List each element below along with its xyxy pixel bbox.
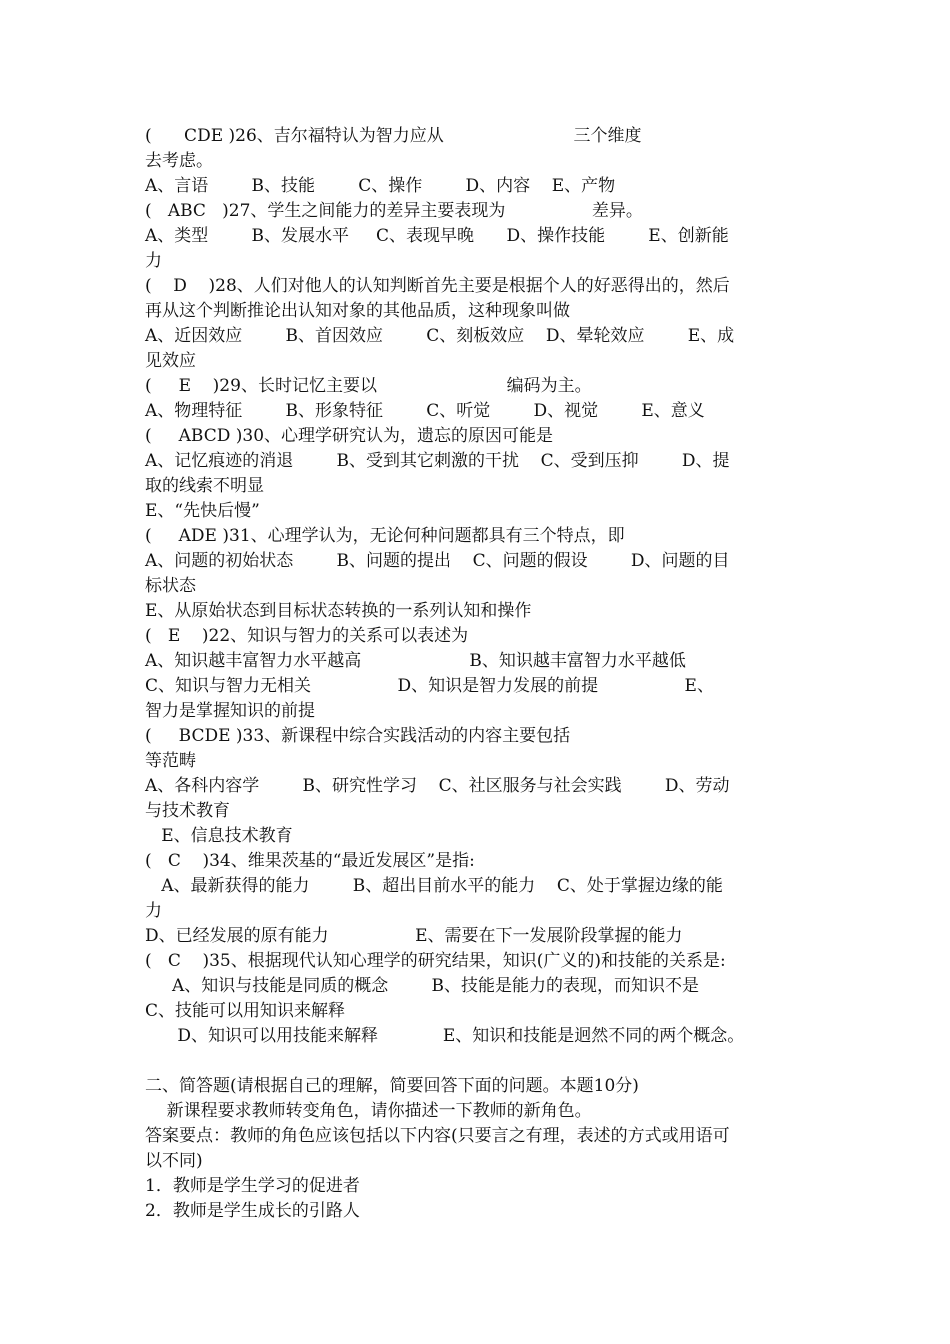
text-line: C、知识与智力无相关 D、知识是智力发展的前提 E、: [145, 676, 714, 696]
text-line: 智力是掌握知识的前提: [145, 701, 315, 721]
text-line: D、已经发展的原有能力 E、需要在下一发展阶段掌握的能力: [145, 926, 683, 946]
text-line: ( E )22、知识与智力的关系可以表述为: [145, 626, 469, 646]
text-line: 答案要点：教师的角色应该包括以下内容(只要言之有理，表述的方式或用语可: [145, 1126, 730, 1146]
text-line: A、记忆痕迹的消退 B、受到其它刺激的干扰 C、受到压抑 D、提: [145, 451, 730, 471]
text-line: 以不同): [145, 1151, 203, 1171]
text-line: E、信息技术教育: [145, 826, 293, 846]
text-line: ( D )28、人们对他人的认知判断首先主要是根据个人的好恶得出的，然后: [145, 276, 730, 296]
text-line: 2．教师是学生成长的引路人: [145, 1201, 360, 1221]
text-line: E、“先快后慢”: [145, 501, 260, 521]
text-line: A、各科内容学 B、研究性学习 C、社区服务与社会实践 D、劳动: [145, 776, 730, 796]
text-line: C、技能可以用知识来解释: [145, 1001, 346, 1021]
text-line: 再从这个判断推论出认知对象的其他品质，这种现象叫做: [145, 301, 570, 321]
text-line: A、知识越丰富智力水平越高 B、知识越丰富智力水平越低: [145, 651, 686, 671]
text-line: 新课程要求教师转变角色，请你描述一下教师的新角色。: [145, 1101, 592, 1121]
text-line: E、从原始状态到目标状态转换的一系列认知和操作: [145, 601, 532, 621]
text-line: ( ABCD )30、心理学研究认为，遗忘的原因可能是: [145, 426, 554, 446]
text-line: ( BCDE )33、新课程中综合实践活动的内容主要包括: [145, 726, 571, 746]
text-line: A、近因效应 B、首因效应 C、刻板效应 D、晕轮效应 E、成: [145, 326, 735, 346]
text-line: 见效应: [145, 351, 196, 371]
text-line: A、言语 B、技能 C、操作 D、内容 E、产物: [145, 176, 616, 196]
text-line: 力: [145, 901, 162, 921]
text-line: A、物理特征 B、形象特征 C、听觉 D、视觉 E、意义: [145, 401, 705, 421]
text-line: ( ABC )27、学生之间能力的差异主要表现为 差异。: [145, 201, 643, 221]
text-line: A、类型 B、发展水平 C、表现早晚 D、操作技能 E、创新能: [145, 226, 729, 246]
text-line: 1．教师是学生学习的促进者: [145, 1176, 360, 1196]
text-line: A、知识与技能是同质的概念 B、技能是能力的表现，而知识不是: [145, 976, 700, 996]
text-line: 取的线索不明显: [145, 476, 264, 496]
text-line: 去考虑。: [145, 151, 213, 171]
text-line: 与技术教育: [145, 801, 230, 821]
text-line: ( C )35、根据现代认知心理学的研究结果，知识(广义的)和技能的关系是:: [145, 951, 726, 971]
text-line: A、问题的初始状态 B、问题的提出 C、问题的假设 D、问题的目: [145, 551, 730, 571]
text-line: ( E )29、长时记忆主要以 编码为主。: [145, 376, 592, 396]
section-heading: 二、简答题(请根据自己的理解，简要回答下面的问题。本题10分): [145, 1076, 639, 1096]
text-line: A、最新获得的能力 B、超出目前水平的能力 C、处于掌握边缘的能: [145, 876, 723, 896]
text-line: ( CDE )26、吉尔福特认为智力应从 三个维度: [145, 126, 642, 146]
text-line: D、知识可以用技能来解释 E、知识和技能是迥然不同的两个概念。: [145, 1026, 745, 1046]
text-line: ( C )34、维果茨基的“最近发展区”是指:: [145, 851, 475, 871]
text-line: 标状态: [145, 576, 196, 596]
text-line: ( ADE )31、心理学认为，无论何种问题都具有三个特点，即: [145, 526, 625, 546]
text-line: 等范畴: [145, 751, 196, 771]
text-line: 力: [145, 251, 162, 271]
